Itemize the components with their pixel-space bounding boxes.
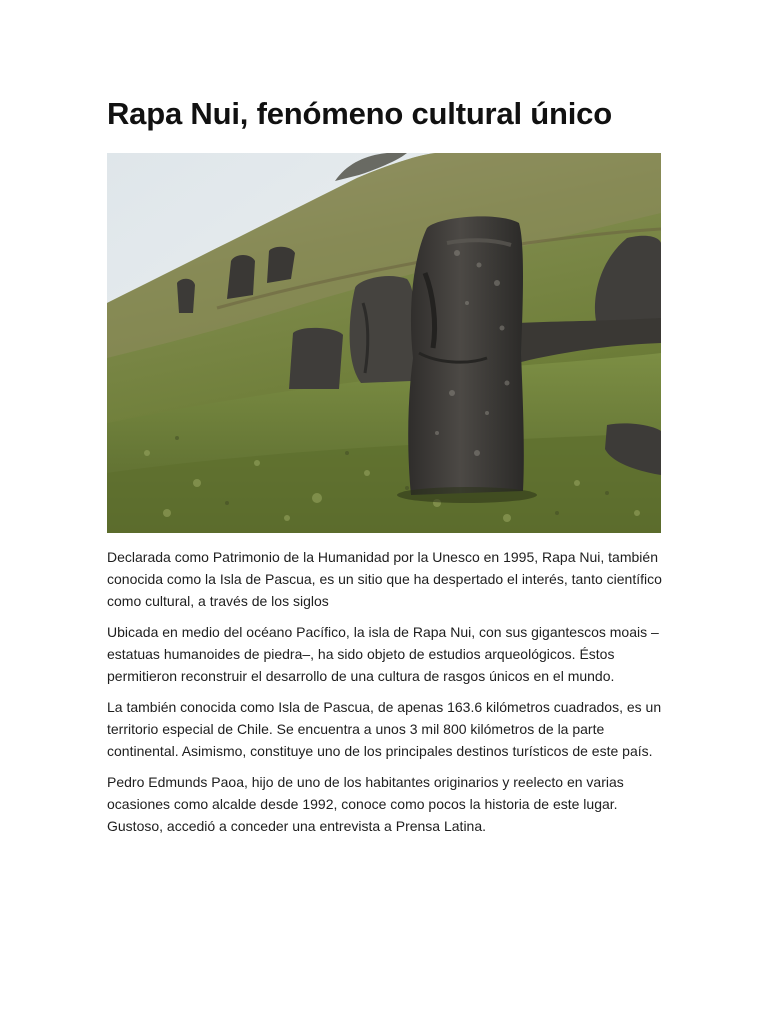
paragraph-3: La también conocida como Isla de Pascua, de apenas 163.6 kilómetros cuadrados, es un territorio especial de Chile. Se encuentra a unos 3 mil 800 kilómetros de la parte continental. Asimismo, constituye uno de los principales destinos turísticos de este país. <box>107 699 662 759</box>
article-body <box>107 546 665 846</box>
moai-photo <box>107 153 661 533</box>
paragraph-1: Declarada como Patrimonio de la Humanidad por la Unesco en 1995, Rapa Nui, también conocida como la Isla de Pascua, es un sitio que ha despertado el interés, tanto científico como cultural, a través de los siglos <box>107 549 662 609</box>
paragraph-4: Pedro Edmunds Paoa, hijo de uno de los habitantes originarios y reelecto en varias ocasiones como alcalde desde 1992, conoce como pocos la historia de este lugar. Gustoso, accedió a conceder una entrevista a Prensa Latina. <box>107 774 624 834</box>
paragraph-2: Ubicada en medio del océano Pacífico, la isla de Rapa Nui, con sus gigantescos moais –estatuas humanoides de piedra–, ha sido objeto de estudios arqueológicos. Éstos permitieron reconstruir el desarrollo de una cultura de rasgos únicos en el mundo. <box>107 624 659 684</box>
article-title: Rapa Nui, fenómeno cultural único <box>107 96 612 131</box>
